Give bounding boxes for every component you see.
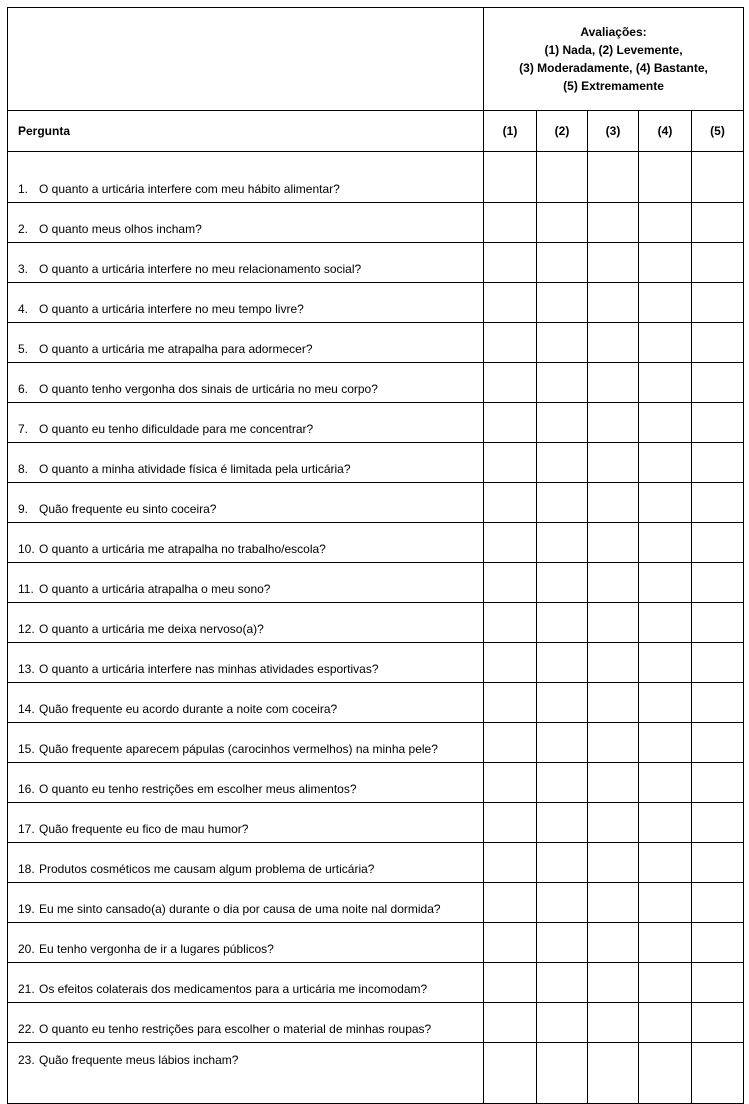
question-number: 6.	[18, 382, 29, 396]
question-text: O quanto eu tenho dificuldade para me concentrar?	[39, 422, 314, 436]
question-number: 9.	[18, 502, 29, 516]
rating-cell-1[interactable]	[484, 203, 537, 243]
rating-cell-1[interactable]	[484, 763, 537, 803]
question-number: 19.	[18, 902, 35, 916]
legend-line: (3) Moderadamente, (4) Bastante,	[519, 61, 708, 75]
question-number: 13.	[18, 662, 35, 676]
scale-header-2: (2)	[537, 111, 588, 152]
rating-cell-5[interactable]	[692, 683, 744, 723]
question-cell	[8, 723, 484, 763]
rating-cell-4[interactable]	[639, 283, 692, 323]
rating-cell-3[interactable]	[588, 443, 639, 483]
rating-cell-2[interactable]	[537, 1003, 588, 1043]
rating-cell-5[interactable]	[692, 1003, 744, 1043]
rating-cell-5[interactable]	[692, 563, 744, 603]
question-row	[8, 283, 744, 323]
rating-cell-3[interactable]	[588, 203, 639, 243]
question-cell	[8, 203, 484, 243]
rating-cell-1[interactable]	[484, 803, 537, 843]
question-cell	[8, 243, 484, 283]
question-text: Quão frequente eu acordo durante a noite com coceira?	[39, 702, 338, 716]
question-number: 11.	[18, 582, 34, 596]
rating-cell-5[interactable]	[692, 523, 744, 563]
rating-cell-1[interactable]	[484, 883, 537, 923]
rating-cell-3[interactable]	[588, 523, 639, 563]
question-text: O quanto eu tenho restrições em escolher meus alimentos?	[39, 782, 357, 796]
question-cell	[8, 1003, 484, 1043]
question-text: O quanto a urticária atrapalha o meu sono?	[39, 582, 271, 596]
question-row	[8, 963, 744, 1003]
rating-cell-2[interactable]	[537, 683, 588, 723]
question-cell	[8, 283, 484, 323]
legend-line: (1) Nada, (2) Levemente,	[544, 43, 683, 57]
rating-cell-4[interactable]	[639, 323, 692, 363]
question-row	[8, 643, 744, 683]
question-column-header: Pergunta	[8, 111, 484, 152]
rating-cell-4[interactable]	[639, 483, 692, 523]
rating-cell-3[interactable]	[588, 483, 639, 523]
question-text: O quanto meus olhos incham?	[39, 222, 202, 236]
question-row	[8, 1043, 744, 1104]
question-text: O quanto a urticária me deixa nervoso(a)?	[39, 622, 264, 636]
rating-cell-4[interactable]	[639, 843, 692, 883]
question-number: 18.	[18, 862, 35, 876]
question-number: 22.	[18, 1022, 35, 1036]
rating-cell-4[interactable]	[639, 203, 692, 243]
question-cell	[8, 443, 484, 483]
question-cell	[8, 563, 484, 603]
rating-cell-5[interactable]	[692, 603, 744, 643]
question-number: 20.	[18, 942, 35, 956]
question-number: 4.	[18, 302, 29, 316]
question-cell	[8, 803, 484, 843]
rating-cell-2[interactable]	[537, 843, 588, 883]
rating-cell-3[interactable]	[588, 323, 639, 363]
question-row	[8, 563, 744, 603]
question-text: O quanto eu tenho restrições para escolher o material de minhas roupas?	[39, 1022, 432, 1036]
rating-cell-4[interactable]	[639, 603, 692, 643]
rating-cell-3[interactable]	[588, 152, 639, 203]
rating-cell-3[interactable]	[588, 1043, 639, 1104]
question-cell	[8, 1043, 484, 1104]
question-text: Quão frequente aparecem pápulas (carocinhos vermelhos) na minha pele?	[39, 742, 438, 756]
question-cell	[8, 643, 484, 683]
question-row	[8, 523, 744, 563]
rating-cell-1[interactable]	[484, 443, 537, 483]
rating-cell-2[interactable]	[537, 963, 588, 1003]
question-text: Eu me sinto cansado(a) durante o dia por causa de uma noite nal dormida?	[39, 902, 441, 916]
rating-cell-2[interactable]	[537, 723, 588, 763]
question-cell	[8, 363, 484, 403]
rating-cell-5[interactable]	[692, 723, 744, 763]
rating-cell-4[interactable]	[639, 443, 692, 483]
rating-cell-4[interactable]	[639, 963, 692, 1003]
question-cell	[8, 523, 484, 563]
scale-header-5: (5)	[692, 111, 744, 152]
rating-cell-5[interactable]	[692, 152, 744, 203]
rating-cell-3[interactable]	[588, 243, 639, 283]
rating-cell-1[interactable]	[484, 283, 537, 323]
rating-cell-3[interactable]	[588, 1003, 639, 1043]
question-number: 1.	[18, 182, 29, 196]
rating-cell-1[interactable]	[484, 563, 537, 603]
rating-cell-4[interactable]	[639, 803, 692, 843]
legend-row	[8, 8, 744, 111]
rating-cell-5[interactable]	[692, 323, 744, 363]
rating-cell-1[interactable]	[484, 152, 537, 203]
rating-cell-1[interactable]	[484, 643, 537, 683]
rating-cell-1[interactable]	[484, 963, 537, 1003]
question-row	[8, 363, 744, 403]
rating-cell-3[interactable]	[588, 923, 639, 963]
question-text: O quanto a urticária interfere no meu tempo livre?	[39, 302, 304, 316]
question-text: Os efeitos colaterais dos medicamentos para a urticária me incomodam?	[39, 982, 428, 996]
rating-cell-3[interactable]	[588, 563, 639, 603]
question-row	[8, 763, 744, 803]
question-text: O quanto a urticária interfere no meu relacionamento social?	[39, 262, 362, 276]
question-text: Quão frequente eu sinto coceira?	[39, 502, 217, 516]
rating-cell-2[interactable]	[537, 643, 588, 683]
rating-cell-5[interactable]	[692, 243, 744, 283]
rating-cell-4[interactable]	[639, 363, 692, 403]
rating-legend	[484, 8, 744, 111]
rating-cell-5[interactable]	[692, 443, 744, 483]
question-cell	[8, 923, 484, 963]
rating-cell-1[interactable]	[484, 243, 537, 283]
rating-cell-1[interactable]	[484, 683, 537, 723]
rating-cell-5[interactable]	[692, 483, 744, 523]
rating-cell-2[interactable]	[537, 243, 588, 283]
rating-cell-2[interactable]	[537, 763, 588, 803]
rating-cell-3[interactable]	[588, 683, 639, 723]
rating-cell-4[interactable]	[639, 723, 692, 763]
question-number: 21.	[18, 982, 35, 996]
rating-cell-1[interactable]	[484, 483, 537, 523]
rating-cell-2[interactable]	[537, 803, 588, 843]
rating-cell-5[interactable]	[692, 203, 744, 243]
question-cell	[8, 683, 484, 723]
rating-cell-3[interactable]	[588, 883, 639, 923]
questionnaire-table	[7, 7, 744, 1104]
rating-cell-4[interactable]	[639, 1043, 692, 1104]
rating-cell-4[interactable]	[639, 683, 692, 723]
rating-cell-3[interactable]	[588, 763, 639, 803]
question-text: O quanto a urticária me atrapalha para adormecer?	[39, 342, 313, 356]
scale-header-3: (3)	[588, 111, 639, 152]
rating-cell-5[interactable]	[692, 1043, 744, 1104]
rating-cell-3[interactable]	[588, 363, 639, 403]
question-number: 23.	[18, 1053, 35, 1067]
rating-cell-4[interactable]	[639, 643, 692, 683]
question-row	[8, 152, 744, 203]
rating-cell-2[interactable]	[537, 152, 588, 203]
question-number: 7.	[18, 422, 29, 436]
rating-cell-2[interactable]	[537, 323, 588, 363]
rating-cell-2[interactable]	[537, 523, 588, 563]
rating-cell-5[interactable]	[692, 803, 744, 843]
rating-cell-2[interactable]	[537, 883, 588, 923]
question-row	[8, 803, 744, 843]
rating-cell-1[interactable]	[484, 843, 537, 883]
rating-cell-3[interactable]	[588, 723, 639, 763]
rating-cell-1[interactable]	[484, 723, 537, 763]
rating-cell-4[interactable]	[639, 1003, 692, 1043]
rating-cell-2[interactable]	[537, 363, 588, 403]
question-number: 16.	[18, 782, 35, 796]
question-cell	[8, 843, 484, 883]
question-row	[8, 403, 744, 443]
question-row	[8, 1003, 744, 1043]
rating-cell-4[interactable]	[639, 152, 692, 203]
scale-header-1: (1)	[484, 111, 537, 152]
question-row	[8, 883, 744, 923]
question-cell	[8, 483, 484, 523]
rating-cell-2[interactable]	[537, 403, 588, 443]
rating-cell-5[interactable]	[692, 963, 744, 1003]
rating-cell-2[interactable]	[537, 603, 588, 643]
question-number: 8.	[18, 462, 29, 476]
rating-cell-2[interactable]	[537, 283, 588, 323]
rating-cell-3[interactable]	[588, 963, 639, 1003]
question-number: 10.	[18, 542, 35, 556]
question-number: 12.	[18, 622, 35, 636]
question-cell	[8, 403, 484, 443]
legend-line: (5) Extremamente	[563, 79, 664, 93]
rating-cell-5[interactable]	[692, 283, 744, 323]
question-row	[8, 323, 744, 363]
rating-cell-3[interactable]	[588, 643, 639, 683]
question-row	[8, 443, 744, 483]
rating-cell-1[interactable]	[484, 1003, 537, 1043]
blank-corner-cell	[8, 8, 484, 111]
question-cell	[8, 323, 484, 363]
question-cell	[8, 152, 484, 203]
question-text: Quão frequente eu fico de mau humor?	[39, 822, 249, 836]
question-text: O quanto a urticária interfere nas minhas atividades esportivas?	[39, 662, 379, 676]
question-row	[8, 243, 744, 283]
rating-cell-1[interactable]	[484, 923, 537, 963]
rating-cell-1[interactable]	[484, 363, 537, 403]
question-number: 5.	[18, 342, 29, 356]
question-row	[8, 203, 744, 243]
rating-cell-1[interactable]	[484, 403, 537, 443]
question-row	[8, 483, 744, 523]
rating-cell-2[interactable]	[537, 443, 588, 483]
rating-cell-5[interactable]	[692, 883, 744, 923]
scale-header-4: (4)	[639, 111, 692, 152]
question-cell	[8, 603, 484, 643]
rating-cell-4[interactable]	[639, 763, 692, 803]
rating-cell-2[interactable]	[537, 923, 588, 963]
question-number: 15.	[18, 742, 35, 756]
legend-title: Avaliações:	[580, 25, 647, 39]
rating-cell-1[interactable]	[484, 523, 537, 563]
question-text: O quanto a urticária me atrapalha no trabalho/escola?	[39, 542, 326, 556]
rating-cell-4[interactable]	[639, 243, 692, 283]
question-cell	[8, 763, 484, 803]
rating-cell-4[interactable]	[639, 883, 692, 923]
rating-cell-3[interactable]	[588, 283, 639, 323]
rating-cell-4[interactable]	[639, 563, 692, 603]
rating-cell-5[interactable]	[692, 763, 744, 803]
rating-cell-5[interactable]	[692, 363, 744, 403]
question-row	[8, 723, 744, 763]
rating-cell-1[interactable]	[484, 1043, 537, 1104]
column-header-row	[8, 111, 744, 152]
rating-cell-3[interactable]	[588, 803, 639, 843]
rating-cell-3[interactable]	[588, 403, 639, 443]
question-row	[8, 603, 744, 643]
rating-cell-1[interactable]	[484, 323, 537, 363]
rating-cell-2[interactable]	[537, 203, 588, 243]
rating-cell-4[interactable]	[639, 523, 692, 563]
question-number: 3.	[18, 262, 29, 276]
rating-cell-5[interactable]	[692, 843, 744, 883]
question-text: O quanto a urticária interfere com meu hábito alimentar?	[39, 182, 340, 196]
question-text: O quanto tenho vergonha dos sinais de urticária no meu corpo?	[39, 382, 378, 396]
question-cell	[8, 963, 484, 1003]
rating-cell-2[interactable]	[537, 483, 588, 523]
question-number: 2.	[18, 222, 29, 236]
question-text: Produtos cosméticos me causam algum problema de urticária?	[39, 862, 375, 876]
rating-cell-5[interactable]	[692, 403, 744, 443]
question-text: O quanto a minha atividade física é limitada pela urticária?	[39, 462, 351, 476]
rating-cell-5[interactable]	[692, 923, 744, 963]
rating-cell-2[interactable]	[537, 563, 588, 603]
rating-cell-4[interactable]	[639, 403, 692, 443]
rating-cell-3[interactable]	[588, 843, 639, 883]
question-row	[8, 683, 744, 723]
question-number: 17.	[18, 822, 35, 836]
question-row	[8, 843, 744, 883]
rating-cell-1[interactable]	[484, 603, 537, 643]
question-cell	[8, 883, 484, 923]
question-text: Quão frequente meus lábios incham?	[39, 1053, 239, 1067]
question-number: 14.	[18, 702, 35, 716]
rating-cell-5[interactable]	[692, 643, 744, 683]
question-row	[8, 923, 744, 963]
rating-cell-2[interactable]	[537, 1043, 588, 1104]
question-text: Eu tenho vergonha de ir a lugares públicos?	[39, 942, 274, 956]
rating-cell-4[interactable]	[639, 923, 692, 963]
rating-cell-3[interactable]	[588, 603, 639, 643]
